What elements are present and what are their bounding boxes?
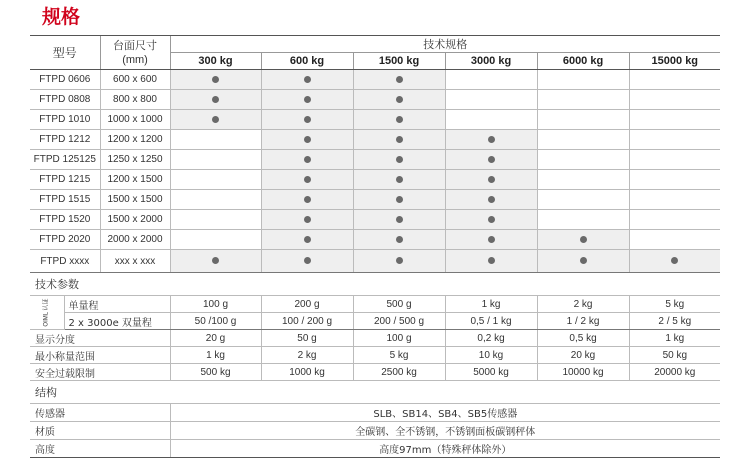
param-value: 1 kg [445,296,537,313]
availability-cell [261,110,353,130]
model-row [30,130,720,150]
param-value: 100 g [170,296,261,313]
availability-cell [445,130,537,150]
model-row [30,110,720,130]
availability-cell [629,110,720,130]
availability-cell [445,190,537,210]
param-value: 0,5 / 1 kg [445,313,537,330]
sensor-value: SLB、SB14、SB4、SB5传感器 [170,404,720,422]
availability-dot-icon [396,96,403,103]
model-name: FTPD 125125 [30,150,100,170]
availability-cell [537,110,629,130]
model-row [30,70,720,90]
param-value: 0,2 kg [445,330,537,347]
min-range-row [30,347,720,364]
model-header: 型号 [30,36,100,70]
availability-cell [353,110,445,130]
availability-cell [353,210,445,230]
dimension-header-label: 台面尺寸 [113,39,158,52]
model-name: FTPD 0606 [30,70,100,90]
availability-cell [445,230,537,250]
capacity-header: 1500 kg [353,53,445,70]
availability-cell [537,150,629,170]
model-name: FTPD 1515 [30,190,100,210]
param-value: 500 kg [170,364,261,381]
model-name: FTPD 2020 [30,230,100,250]
availability-dot-icon [396,176,403,183]
availability-cell [445,250,537,273]
param-value: 20 g [170,330,261,347]
param-value: 2500 kg [353,364,445,381]
platform-size: 1200 x 1500 [100,170,170,190]
param-value: 20 kg [537,347,629,364]
spec-header: 技术规格 [170,36,720,53]
availability-dot-icon [488,216,495,223]
availability-cell [261,230,353,250]
availability-cell [170,150,261,170]
availability-dot-icon [212,96,219,103]
availability-cell [629,230,720,250]
safe-overload-row [30,364,720,381]
dual-range-label: 2 x 3000e 双量程 [64,313,170,330]
availability-cell [170,170,261,190]
platform-size: 1200 x 1200 [100,130,170,150]
availability-cell [537,190,629,210]
param-value: 100 g [353,330,445,347]
dual-range-row [30,313,720,330]
availability-cell [353,190,445,210]
availability-cell [629,70,720,90]
material-label: 材质 [30,422,170,440]
capacity-header: 3000 kg [445,53,537,70]
availability-dot-icon [304,96,311,103]
availability-dot-icon [580,236,587,243]
availability-cell [353,70,445,90]
availability-cell [537,210,629,230]
availability-cell [261,90,353,110]
availability-cell [629,90,720,110]
availability-cell [629,170,720,190]
material-value: 全碳钢、全不锈钢，不锈钢面板碳钢秤体 [170,422,720,440]
param-value: 10000 kg [537,364,629,381]
param-value: 200 / 500 g [353,313,445,330]
model-name: FTPD 1212 [30,130,100,150]
availability-dot-icon [304,196,311,203]
availability-dot-icon [488,257,495,264]
oiml-label: OIML 认证 [30,296,64,330]
availability-cell [170,250,261,273]
availability-dot-icon [304,156,311,163]
capacity-header: 6000 kg [537,53,629,70]
availability-cell [170,130,261,150]
param-value: 2 kg [261,347,353,364]
model-name: FTPD 1215 [30,170,100,190]
availability-dot-icon [396,196,403,203]
availability-cell [445,150,537,170]
height-label: 高度 [30,440,170,458]
param-value: 1000 kg [261,364,353,381]
availability-cell [629,130,720,150]
availability-cell [353,90,445,110]
capacity-header: 15000 kg [629,53,720,70]
sensor-label: 传感器 [30,404,170,422]
param-value: 1 kg [629,330,720,347]
availability-dot-icon [488,136,495,143]
availability-dot-icon [488,236,495,243]
availability-dot-icon [396,136,403,143]
availability-dot-icon [580,257,587,264]
availability-cell [629,150,720,170]
availability-dot-icon [488,196,495,203]
param-value: 2 / 5 kg [629,313,720,330]
param-value: 5 kg [353,347,445,364]
platform-size: xxx x xxx [100,250,170,273]
dimension-header-unit: (mm) [122,53,148,66]
safe-overload-label: 安全过载限制 [30,364,170,381]
capacity-header: 300 kg [170,53,261,70]
model-name: FTPD 0808 [30,90,100,110]
availability-cell [261,150,353,170]
availability-cell [261,190,353,210]
availability-cell [170,210,261,230]
height-value: 高度97mm（特殊秤体除外） [170,440,720,458]
param-value: 20000 kg [629,364,720,381]
param-value: 50 kg [629,347,720,364]
param-value: 100 / 200 g [261,313,353,330]
availability-cell [261,170,353,190]
single-range-label: 单量程 [64,296,170,313]
model-name: FTPD 1010 [30,110,100,130]
availability-cell [537,250,629,273]
availability-cell [353,130,445,150]
availability-dot-icon [396,236,403,243]
availability-cell [537,130,629,150]
platform-size: 1250 x 1250 [100,150,170,170]
availability-cell [629,210,720,230]
availability-cell [537,170,629,190]
availability-cell [445,110,537,130]
availability-dot-icon [304,176,311,183]
dimension-header [100,36,170,70]
platform-size: 1000 x 1000 [100,110,170,130]
page-title: 规格 [42,6,81,28]
param-value: 200 g [261,296,353,313]
availability-dot-icon [396,76,403,83]
availability-cell [170,110,261,130]
display-division-label: 显示分度 [30,330,170,347]
model-row [30,150,720,170]
model-name: FTPD 1520 [30,210,100,230]
availability-dot-icon [396,216,403,223]
platform-size: 600 x 600 [100,70,170,90]
model-name: FTPD xxxx [30,250,100,273]
availability-dot-icon [488,176,495,183]
availability-cell [445,210,537,230]
param-value: 5000 kg [445,364,537,381]
availability-cell [261,130,353,150]
availability-cell [261,210,353,230]
availability-cell [353,250,445,273]
availability-cell [353,150,445,170]
param-value: 10 kg [445,347,537,364]
model-row [30,90,720,110]
param-value: 500 g [353,296,445,313]
param-value: 50 /100 g [170,313,261,330]
availability-dot-icon [396,257,403,264]
model-row [30,190,720,210]
availability-cell [170,90,261,110]
param-value: 0,5 kg [537,330,629,347]
availability-dot-icon [212,257,219,264]
structure-section-label: 结构 [30,381,720,404]
model-row [30,210,720,230]
availability-cell [445,70,537,90]
availability-dot-icon [304,216,311,223]
availability-dot-icon [488,156,495,163]
availability-cell [170,190,261,210]
platform-size: 1500 x 1500 [100,190,170,210]
availability-cell [170,230,261,250]
availability-dot-icon [396,156,403,163]
availability-cell [353,170,445,190]
param-value: 1 / 2 kg [537,313,629,330]
availability-cell [445,170,537,190]
model-row [30,170,720,190]
display-division-row [30,330,720,347]
availability-cell [261,70,353,90]
availability-cell [629,250,720,273]
availability-dot-icon [304,236,311,243]
model-row [30,230,720,250]
availability-cell [537,70,629,90]
availability-cell [629,190,720,210]
availability-cell [170,70,261,90]
platform-size: 1500 x 2000 [100,210,170,230]
availability-cell [445,90,537,110]
availability-dot-icon [304,136,311,143]
single-range-row [30,296,720,313]
platform-size: 2000 x 2000 [100,230,170,250]
min-range-label: 最小称量范围 [30,347,170,364]
availability-cell [537,230,629,250]
param-value: 1 kg [170,347,261,364]
spec-table [30,35,720,458]
capacity-header: 600 kg [261,53,353,70]
availability-dot-icon [304,116,311,123]
availability-cell [353,230,445,250]
availability-dot-icon [396,116,403,123]
availability-cell [261,250,353,273]
param-value: 5 kg [629,296,720,313]
availability-dot-icon [212,116,219,123]
availability-dot-icon [212,76,219,83]
param-value: 50 g [261,330,353,347]
availability-cell [537,90,629,110]
params-section-label: 技术参数 [30,273,720,296]
availability-dot-icon [671,257,678,264]
platform-size: 800 x 800 [100,90,170,110]
model-row [30,250,720,273]
availability-dot-icon [304,76,311,83]
param-value: 2 kg [537,296,629,313]
availability-dot-icon [304,257,311,264]
